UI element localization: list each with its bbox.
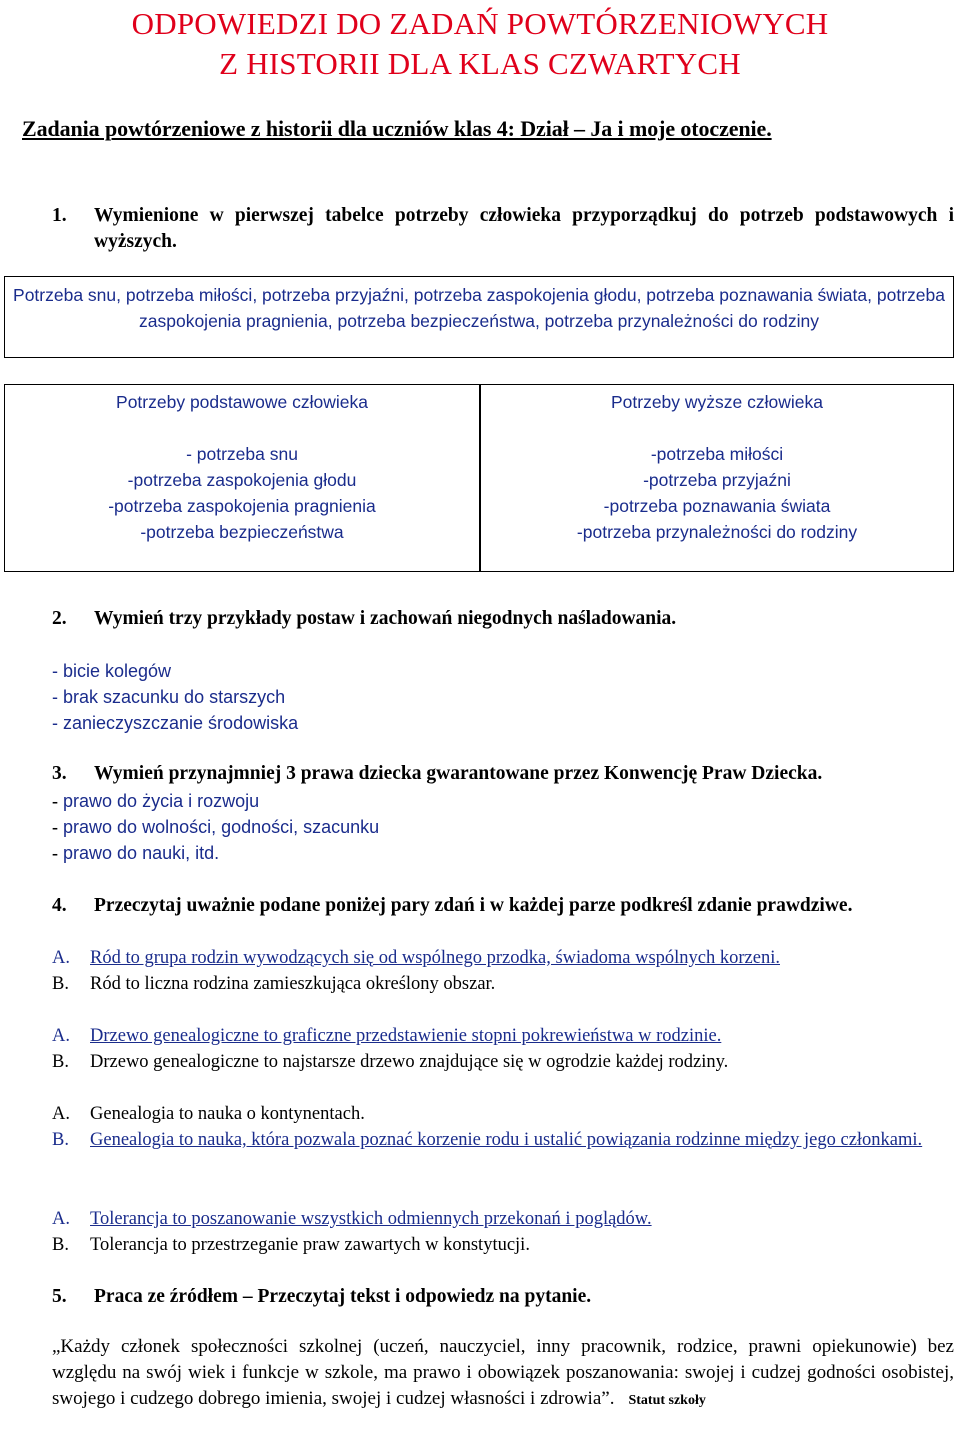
sentence-text: Genealogia to nauka o kontynentach. bbox=[90, 1104, 365, 1124]
sentence-pair-3 bbox=[52, 1101, 954, 1153]
list-item: - potrzeba snu bbox=[186, 444, 298, 464]
list-item: -potrzeba bezpieczeństwa bbox=[140, 522, 344, 542]
question-text: Praca ze źródłem – Przeczytaj tekst i odpowiedz na pytanie. bbox=[94, 1286, 592, 1307]
sentence-text: Ród to grupa rodzin wywodzących się od wspólnego przodka, świadoma wspólnych korzeni. bbox=[90, 948, 780, 968]
sentence-label: A. bbox=[52, 1026, 70, 1046]
higher-needs-header: Potrzeby wyższe człowieka bbox=[610, 392, 824, 412]
list-item: -potrzeba zaspokojenia głodu bbox=[127, 470, 357, 490]
sentence-text: Tolerancja to poszanowanie wszystkich odmiennych przekonań i poglądów. bbox=[90, 1209, 652, 1229]
title-line-1: ODPOWIEDZI DO ZADAŃ POWTÓRZENIOWYCH bbox=[131, 6, 829, 41]
answer-item bbox=[52, 840, 379, 866]
sentence-label: B. bbox=[52, 974, 69, 994]
sentence-label: B. bbox=[52, 1052, 69, 1072]
answer-text: prawo do nauki, itd. bbox=[63, 843, 220, 863]
sentence-pair-4 bbox=[52, 1206, 954, 1258]
sentence-label: B. bbox=[52, 1235, 69, 1255]
sentence-text: Ród to liczna rodzina zamieszkująca określony obszar. bbox=[90, 974, 496, 994]
sentence-pair-2 bbox=[52, 1023, 954, 1075]
question-text: Wymienione w pierwszej tabelce potrzeby człowieka przyporządkuj do potrzeb podstawowych i wyższych. bbox=[94, 205, 954, 252]
sentence-label: A. bbox=[52, 1104, 70, 1124]
sentence-a bbox=[52, 945, 954, 971]
answers-q3 bbox=[52, 788, 379, 866]
quote-text: „Każdy członek społeczności szkolnej (uczeń, nauczyciel, inny pracownik, rodzice, prawni opiekunowie) bez względu na swój wiek i funkcje w szkole, ma prawo i obowiązek poszanowania: swojej i cudzej godności osobistej, swojego i cudzego dobrego imienia, swojej i cudzej własności i zdrowia”. bbox=[52, 1336, 954, 1409]
sentence-b bbox=[52, 1127, 954, 1153]
sentence-text: Tolerancja to przestrzeganie praw zawartych w konstytucji. bbox=[90, 1235, 530, 1255]
section-subtitle: Zadania powtórzeniowe z historii dla uczniów klas 4: Dział – Ja i moje otoczenie. bbox=[22, 116, 772, 141]
dash-mark: - bbox=[52, 843, 58, 863]
sentence-b bbox=[52, 1232, 954, 1258]
sentence-text: Drzewo genealogiczne to graficzne przedstawienie stopni pokrewieństwa w rodzinie. bbox=[90, 1026, 722, 1046]
answer-item: - bicie kolegów bbox=[52, 661, 172, 681]
answers-q2 bbox=[52, 658, 298, 736]
question-text: Wymień przynajmniej 3 prawa dziecka gwarantowane przez Konwencję Praw Dziecka. bbox=[94, 763, 823, 784]
question-5 bbox=[52, 1284, 954, 1310]
needs-table bbox=[4, 384, 954, 572]
basic-needs-column bbox=[5, 389, 479, 545]
sentence-label: A. bbox=[52, 948, 70, 968]
higher-needs-column bbox=[481, 389, 953, 545]
answer-item: - brak szacunku do starszych bbox=[52, 687, 286, 707]
list-item: -potrzeba przyjaźni bbox=[643, 470, 791, 490]
sentence-b bbox=[52, 1049, 954, 1075]
answer-item bbox=[52, 814, 379, 840]
question-2 bbox=[52, 606, 954, 632]
question-number: 1. bbox=[52, 205, 67, 226]
sentence-a bbox=[52, 1206, 954, 1232]
question-text: Przeczytaj uważnie podane poniżej pary zdań i w każdej parze podkreśl zdanie prawdziwe. bbox=[94, 895, 853, 916]
sentence-text: Drzewo genealogiczne to najstarsze drzewo znajdujące się w ogrodzie każdej rodziny. bbox=[90, 1052, 729, 1072]
list-item: -potrzeba przynależności do rodziny bbox=[576, 522, 858, 542]
dash-mark: - bbox=[52, 817, 58, 837]
sentence-label: A. bbox=[52, 1209, 70, 1229]
answer-text: prawo do wolności, godności, szacunku bbox=[63, 817, 380, 837]
list-item: -potrzeba zaspokojenia pragnienia bbox=[108, 496, 376, 516]
question-number: 5. bbox=[52, 1286, 67, 1307]
quote-source: Statut szkoły bbox=[628, 1393, 706, 1408]
list-item: -potrzeba miłości bbox=[650, 444, 784, 464]
question-4 bbox=[52, 893, 954, 919]
sentence-a bbox=[52, 1023, 954, 1049]
source-quote bbox=[52, 1334, 954, 1414]
question-number: 4. bbox=[52, 895, 67, 916]
sentence-pair-1 bbox=[52, 945, 954, 997]
question-1 bbox=[52, 203, 954, 255]
needs-list-box: Potrzeba snu, potrzeba miłości, potrzeba przyjaźni, potrzeba zaspokojenia głodu, potrzeba poznawania świata, potrzeba zaspokojenia pragnienia, potrzeba bezpieczeństwa, potrzeba przynależności do rodziny bbox=[4, 276, 954, 358]
question-number: 2. bbox=[52, 608, 67, 629]
question-number: 3. bbox=[52, 763, 67, 784]
sentence-b bbox=[52, 971, 954, 997]
question-3 bbox=[52, 761, 954, 787]
question-text: Wymień trzy przykłady postaw i zachowań niegodnych naśladowania. bbox=[94, 608, 677, 629]
sentence-a bbox=[52, 1101, 954, 1127]
dash-mark: - bbox=[52, 791, 58, 811]
answer-text: prawo do życia i rozwoju bbox=[63, 791, 260, 811]
basic-needs-header: Potrzeby podstawowe człowieka bbox=[116, 392, 368, 412]
answer-item bbox=[52, 788, 379, 814]
list-item: -potrzeba poznawania świata bbox=[603, 496, 831, 516]
answer-item: - zanieczyszczanie środowiska bbox=[52, 713, 299, 733]
sentence-text: Genealogia to nauka, która pozwala poznać korzenie rodu i ustalić powiązania rodzinne między jego członkami. bbox=[90, 1130, 923, 1150]
sentence-label: B. bbox=[52, 1130, 69, 1150]
title-line-2: Z HISTORII DLA KLAS CZWARTYCH bbox=[219, 46, 741, 81]
